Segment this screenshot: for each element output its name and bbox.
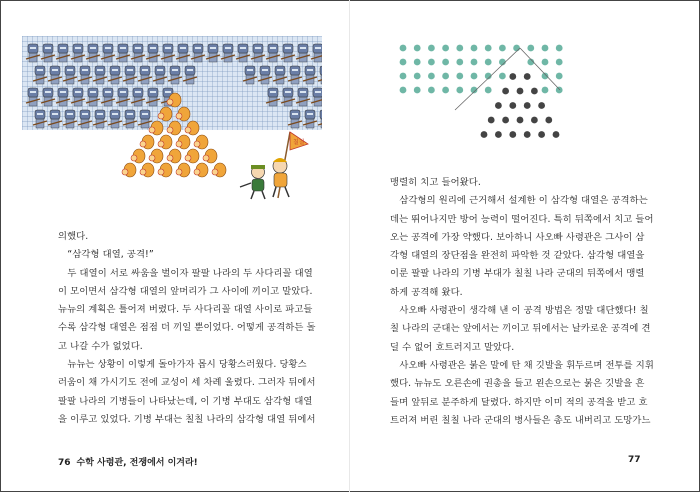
right-line: 이룬 팔팔 나라의 기병 부대가 칠칠 나라 군대의 뒤쪽에서 맹렬 [390, 268, 645, 280]
teal-dot [542, 87, 549, 94]
teal-dot [471, 59, 478, 66]
left-line: 의했다. [58, 231, 89, 242]
blue-soldier [311, 44, 322, 62]
blue-soldier [101, 44, 115, 62]
battle-illustration [100, 90, 330, 200]
teal-dot [400, 73, 407, 80]
dark-dot [495, 102, 502, 109]
orange-soldier [167, 121, 181, 135]
teal-dot [414, 59, 421, 66]
blue-soldier [108, 66, 122, 84]
teal-dot [527, 45, 534, 52]
left-page-number: 76 [58, 458, 71, 468]
dark-dot [524, 73, 531, 80]
right-line: 칠 나라의 군대는 앞에서는 끼이고 뒤에서는 날카로운 공격에 견 [390, 323, 651, 335]
blue-soldier [86, 88, 100, 106]
teal-dot [442, 59, 449, 66]
blue-soldier [26, 88, 40, 106]
orange-soldier [194, 135, 208, 149]
right-line: 들며 앞뒤로 분주하게 달렸다. 하지만 이미 적의 공격을 받고 흐 [390, 396, 648, 408]
dark-dot [531, 117, 538, 124]
blue-soldier [206, 44, 220, 62]
teal-dot [400, 87, 407, 94]
right-line: 각형 대열의 장단점을 완전히 파악한 것 같았다. 삼각형 대열을 [390, 250, 645, 262]
blue-soldier [26, 44, 40, 62]
right-page-number: 77 [628, 455, 641, 465]
right-line: 사오빠 사령관이 생각해 낸 이 공격 방법은 정말 대단했다! 칠 [390, 305, 649, 317]
orange-soldier [185, 149, 199, 163]
left-line: 러움이 채 가시기도 전에 교성이 세 차례 울렸다. 그러자 뒤에서 [58, 377, 316, 389]
blue-soldier [41, 88, 55, 106]
left-line: 뉴뉴는 상황이 이렇게 돌아가자 몹시 당황스러웠다. 당황스 [58, 359, 307, 371]
dark-dot [517, 88, 524, 95]
orange-soldier [167, 149, 181, 163]
teal-dot [471, 73, 478, 80]
blue-soldier [258, 66, 272, 84]
left-line: 이 모이면서 삼각형 대열의 앞머리가 그 사이에 끼이고 말았다. [58, 285, 313, 297]
blue-soldier [236, 44, 250, 62]
teal-dot [456, 59, 463, 66]
dark-dot [524, 102, 531, 109]
teal-dot [542, 59, 549, 66]
blue-soldier [56, 44, 70, 62]
teal-dot [542, 45, 549, 52]
blue-soldier [191, 44, 205, 62]
blue-soldier [176, 44, 190, 62]
left-line: 을 이루고 있었다. 기병 부대는 칠칠 나라의 삼각형 대열 뒤에서 [58, 413, 316, 425]
orange-soldier [131, 149, 145, 163]
blue-soldier [131, 44, 145, 62]
teal-dot [556, 73, 563, 80]
dark-dot [509, 73, 516, 80]
blue-soldier [266, 44, 280, 62]
teal-dot [456, 87, 463, 94]
orange-soldier [140, 163, 154, 177]
blue-soldier [221, 44, 235, 62]
blue-soldier [146, 44, 160, 62]
blue-soldier [63, 110, 77, 128]
book-title: 수학 사령관, 전쟁에서 이겨라! [76, 458, 198, 468]
blue-soldier [33, 66, 47, 84]
blue-soldier [243, 66, 257, 84]
teal-dot [428, 59, 435, 66]
commander-figure [273, 132, 308, 198]
blue-soldier [71, 44, 85, 62]
blue-soldier [48, 66, 62, 84]
right-line: 사오빠 사령관은 붉은 말에 탄 채 깃발을 휘두르며 전투를 지휘 [390, 359, 654, 371]
teal-dot [400, 59, 407, 66]
teal-dot [556, 59, 563, 66]
blue-soldier [123, 66, 137, 84]
blue-soldier [138, 66, 152, 84]
blue-soldier [78, 110, 92, 128]
dark-dot [509, 131, 516, 138]
teal-dot [542, 73, 549, 80]
triangle-formation-diagram [395, 38, 565, 163]
teal-dot [499, 45, 506, 52]
blue-soldier [48, 110, 62, 128]
right-line: 하게 공격해 왔다. [390, 286, 463, 298]
right-line: 트러져 버린 칠칠 나라 군대의 병사들은 총도 내버리고 도망가느 [390, 414, 651, 426]
dark-dot [524, 131, 531, 138]
orange-soldier [176, 163, 190, 177]
teal-dot [513, 45, 520, 52]
left-line: 뉴뉴의 계획은 틀어져 버렸다. 두 사다리꼴 대열 사이로 파고들 [58, 304, 313, 316]
blue-soldier [296, 44, 310, 62]
left-line: 팔팔 나라의 기병들이 나타났는데, 이 기병 부대도 삼각형 대열 [58, 395, 313, 407]
blue-soldier [303, 66, 317, 84]
blue-soldier [116, 44, 130, 62]
left-line: 두 대열이 서로 싸움을 벌이자 팔팔 나라의 두 사다리꼴 대열 [58, 267, 313, 279]
blue-soldier [318, 66, 322, 84]
right-line: 했다. 뉴뉴도 오른손에 권총을 들고 왼손으로는 붉은 깃발을 흔 [390, 378, 645, 390]
blue-soldier [168, 66, 182, 84]
left-page-text [58, 228, 316, 429]
orange-soldier [158, 163, 172, 177]
orange-soldier [149, 149, 163, 163]
blue-soldier [183, 66, 197, 84]
dark-dot [488, 117, 495, 124]
teal-dot [485, 45, 492, 52]
blue-soldier [288, 66, 302, 84]
teal-dot [556, 87, 563, 94]
blue-soldier [161, 44, 175, 62]
orange-triangle-formation [122, 93, 226, 177]
blue-soldier [153, 66, 167, 84]
teal-dot [556, 45, 563, 52]
teal-dot [414, 73, 421, 80]
right-line: 삼각형의 원리에 근거해서 설계한 이 삼각형 대열은 공격하는 [390, 195, 648, 207]
teal-dot [456, 45, 463, 52]
right-page-text [390, 174, 654, 430]
diagram-left-line [455, 48, 520, 110]
dark-dot [509, 102, 516, 109]
blue-soldier [273, 66, 287, 84]
orange-soldier [158, 107, 172, 121]
teal-dot [442, 45, 449, 52]
right-footer [628, 455, 641, 465]
right-line: 맹렬히 치고 들어왔다. [390, 177, 481, 188]
dark-dot [538, 131, 545, 138]
flag-label: 칠칠 [293, 139, 305, 146]
teal-dot [456, 73, 463, 80]
orange-soldier [167, 93, 181, 107]
teal-dot [471, 45, 478, 52]
orange-soldier [140, 135, 154, 149]
dark-dot [538, 102, 545, 109]
teal-dot [428, 87, 435, 94]
teal-dot [428, 73, 435, 80]
teal-dot [499, 73, 506, 80]
orange-soldier [185, 121, 199, 135]
blue-soldier [71, 88, 85, 106]
blue-soldier [78, 66, 92, 84]
orange-soldier [212, 163, 226, 177]
orange-soldier [122, 163, 136, 177]
dark-dot [495, 131, 502, 138]
orange-soldier [158, 135, 172, 149]
right-line: 딜 수 없어 흐트러지고 말았다. [390, 341, 515, 353]
blue-soldier [41, 44, 55, 62]
right-line: 데는 뛰어나지만 방어 능력이 떨어진다. 특히 뒤쪽에서 치고 들어 [390, 213, 654, 225]
teal-dot [442, 73, 449, 80]
teal-dot [485, 87, 492, 94]
teal-dot [442, 87, 449, 94]
teal-dot [485, 59, 492, 66]
teal-dot [414, 45, 421, 52]
orange-soldier [149, 121, 163, 135]
blue-soldier [251, 44, 265, 62]
dark-dot [545, 117, 552, 124]
left-line: 수록 삼각형 대열은 점점 더 끼일 뿐이었다. 어떻게 공격하든 돌 [58, 322, 316, 334]
teal-dot [414, 87, 421, 94]
dark-dot [553, 131, 560, 138]
left-line: “삼각형 대열, 공격!” [58, 249, 154, 261]
blue-soldier [33, 110, 47, 128]
diagram-right-line [520, 48, 560, 90]
blue-soldier [56, 88, 70, 106]
nyunyu-figure [240, 165, 265, 199]
blue-soldier [93, 66, 107, 84]
dark-dot [502, 117, 509, 124]
dark-dot [531, 88, 538, 95]
book-spine [349, 0, 350, 492]
left-footer [58, 455, 198, 468]
teal-dot [400, 45, 407, 52]
orange-soldier [176, 107, 190, 121]
orange-soldier [203, 149, 217, 163]
right-line: 오는 공격에 가장 약했다. 보아하니 사오빠 사령관은 그사이 삼 [390, 231, 645, 243]
dark-dot [502, 88, 509, 95]
blue-soldier [281, 44, 295, 62]
orange-soldier [176, 135, 190, 149]
left-line: 고 나갈 수가 없었다. [58, 340, 143, 352]
dark-dot [517, 117, 524, 124]
blue-soldier [63, 66, 77, 84]
blue-soldier [86, 44, 100, 62]
teal-dot [428, 45, 435, 52]
dark-dot [481, 131, 488, 138]
orange-soldier [194, 163, 208, 177]
